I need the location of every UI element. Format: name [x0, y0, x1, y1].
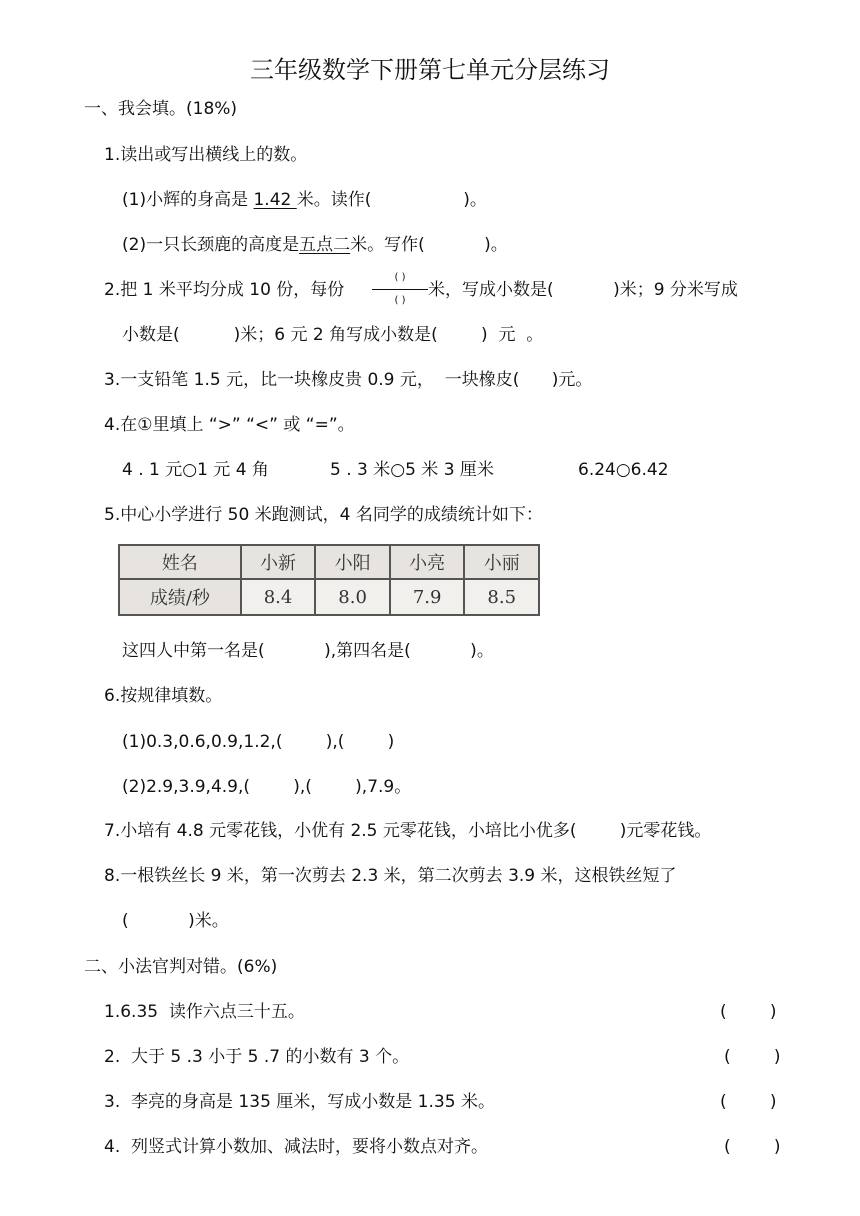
- fraction-denominator: ( ): [394, 295, 406, 306]
- judge-item-3: 3. 李亮的身高是 135 厘米，写成小数是 1.35 米。: [104, 1092, 495, 1112]
- table-row: [119, 579, 539, 615]
- compare-item-2: 5 . 3 米○5 米 3 厘米: [330, 460, 494, 480]
- judge-item-2-paren: ( ): [724, 1047, 781, 1067]
- q1-2-text-b: 米。写作( )。: [350, 235, 508, 255]
- question-8: 8.一根铁丝长 9 米，第一次剪去 2.3 米，第二次剪去 3.9 米，这根铁丝短了: [104, 866, 677, 886]
- scores-table: [118, 544, 540, 616]
- q1-2-underlined: 五点二: [299, 235, 351, 255]
- compare-item-3: 6.24○6.42: [578, 460, 669, 480]
- question-1: 1.读出或写出横线上的数。: [104, 145, 308, 165]
- q1-1-text-a: (1)小辉的身高是: [122, 190, 254, 210]
- table-header-row: [119, 545, 539, 579]
- question-6-2: (2)2.9,3.9,4.9,( ),( ),7.9。: [122, 777, 412, 797]
- question-1-1: [122, 189, 487, 211]
- judge-item-1-paren: ( ): [720, 1002, 777, 1022]
- judge-item-1: 1.6.35 读作六点三十五。: [104, 1002, 305, 1022]
- page-title: 三年级数学下册第七单元分层练习: [250, 56, 610, 84]
- fraction-blank: [372, 270, 428, 310]
- table-cell: 8.4: [241, 579, 316, 615]
- table-cell: 小阳: [315, 545, 390, 579]
- table-cell: 姓名: [119, 545, 241, 579]
- question-2-part-a: 2.把 1 米平均分成 10 份，每份: [104, 280, 345, 300]
- q1-2-text-a: (2)一只长颈鹿的高度是: [122, 235, 300, 255]
- question-3: 3.一支铅笔 1.5 元，比一块橡皮贵 0.9 元， 一块橡皮( )元。: [104, 370, 593, 390]
- question-1-2: [122, 234, 508, 256]
- fraction-numerator: ( ): [394, 272, 406, 283]
- question-5-answer: 这四人中第一名是( ),第四名是( )。: [122, 641, 494, 661]
- judge-item-3-paren: ( ): [720, 1092, 777, 1112]
- section-2-heading: 二、小法官判对错。(6%): [84, 957, 278, 977]
- table-cell: 7.9: [390, 579, 465, 615]
- table-cell: 小亮: [390, 545, 465, 579]
- table-cell: 小丽: [464, 545, 539, 579]
- fraction-bar: [372, 289, 428, 290]
- table-cell: 小新: [241, 545, 316, 579]
- compare-item-1: 4 . 1 元○1 元 4 角: [122, 460, 269, 480]
- section-1-heading: 一、我会填。(18%): [84, 99, 238, 119]
- question-2-part-b: 米，写成小数是( )米；9 分米写成: [428, 280, 738, 300]
- question-6: 6.按规律填数。: [104, 686, 223, 706]
- table-cell: 8.5: [464, 579, 539, 615]
- question-5: 5.中心小学进行 50 米跑测试，4 名同学的成绩统计如下：: [104, 505, 543, 525]
- table-cell: 8.0: [315, 579, 390, 615]
- judge-item-4-paren: ( ): [724, 1137, 781, 1157]
- q1-1-text-b: 米。读作( )。: [296, 190, 487, 210]
- question-2-part-c: 小数是( )米；6 元 2 角写成小数是( ) 元 。: [122, 325, 544, 345]
- question-6-1: (1)0.3,0.6,0.9,1.2,( ),( ): [122, 732, 395, 752]
- question-8-answer: ( )米。: [122, 911, 229, 931]
- judge-item-2: 2. 大于 5 .3 小于 5 .7 的小数有 3 个。: [104, 1047, 410, 1067]
- judge-item-4: 4. 列竖式计算小数加、减法时，要将小数点对齐。: [104, 1137, 489, 1157]
- question-7: 7.小培有 4.8 元零花钱，小优有 2.5 元零花钱，小培比小优多( )元零花钱。: [104, 821, 712, 841]
- q1-1-underlined: 1.42: [253, 190, 297, 210]
- table-cell: 成绩/秒: [119, 579, 241, 615]
- question-4: 4.在①里填上 “>” “<” 或 “=”。: [104, 415, 355, 435]
